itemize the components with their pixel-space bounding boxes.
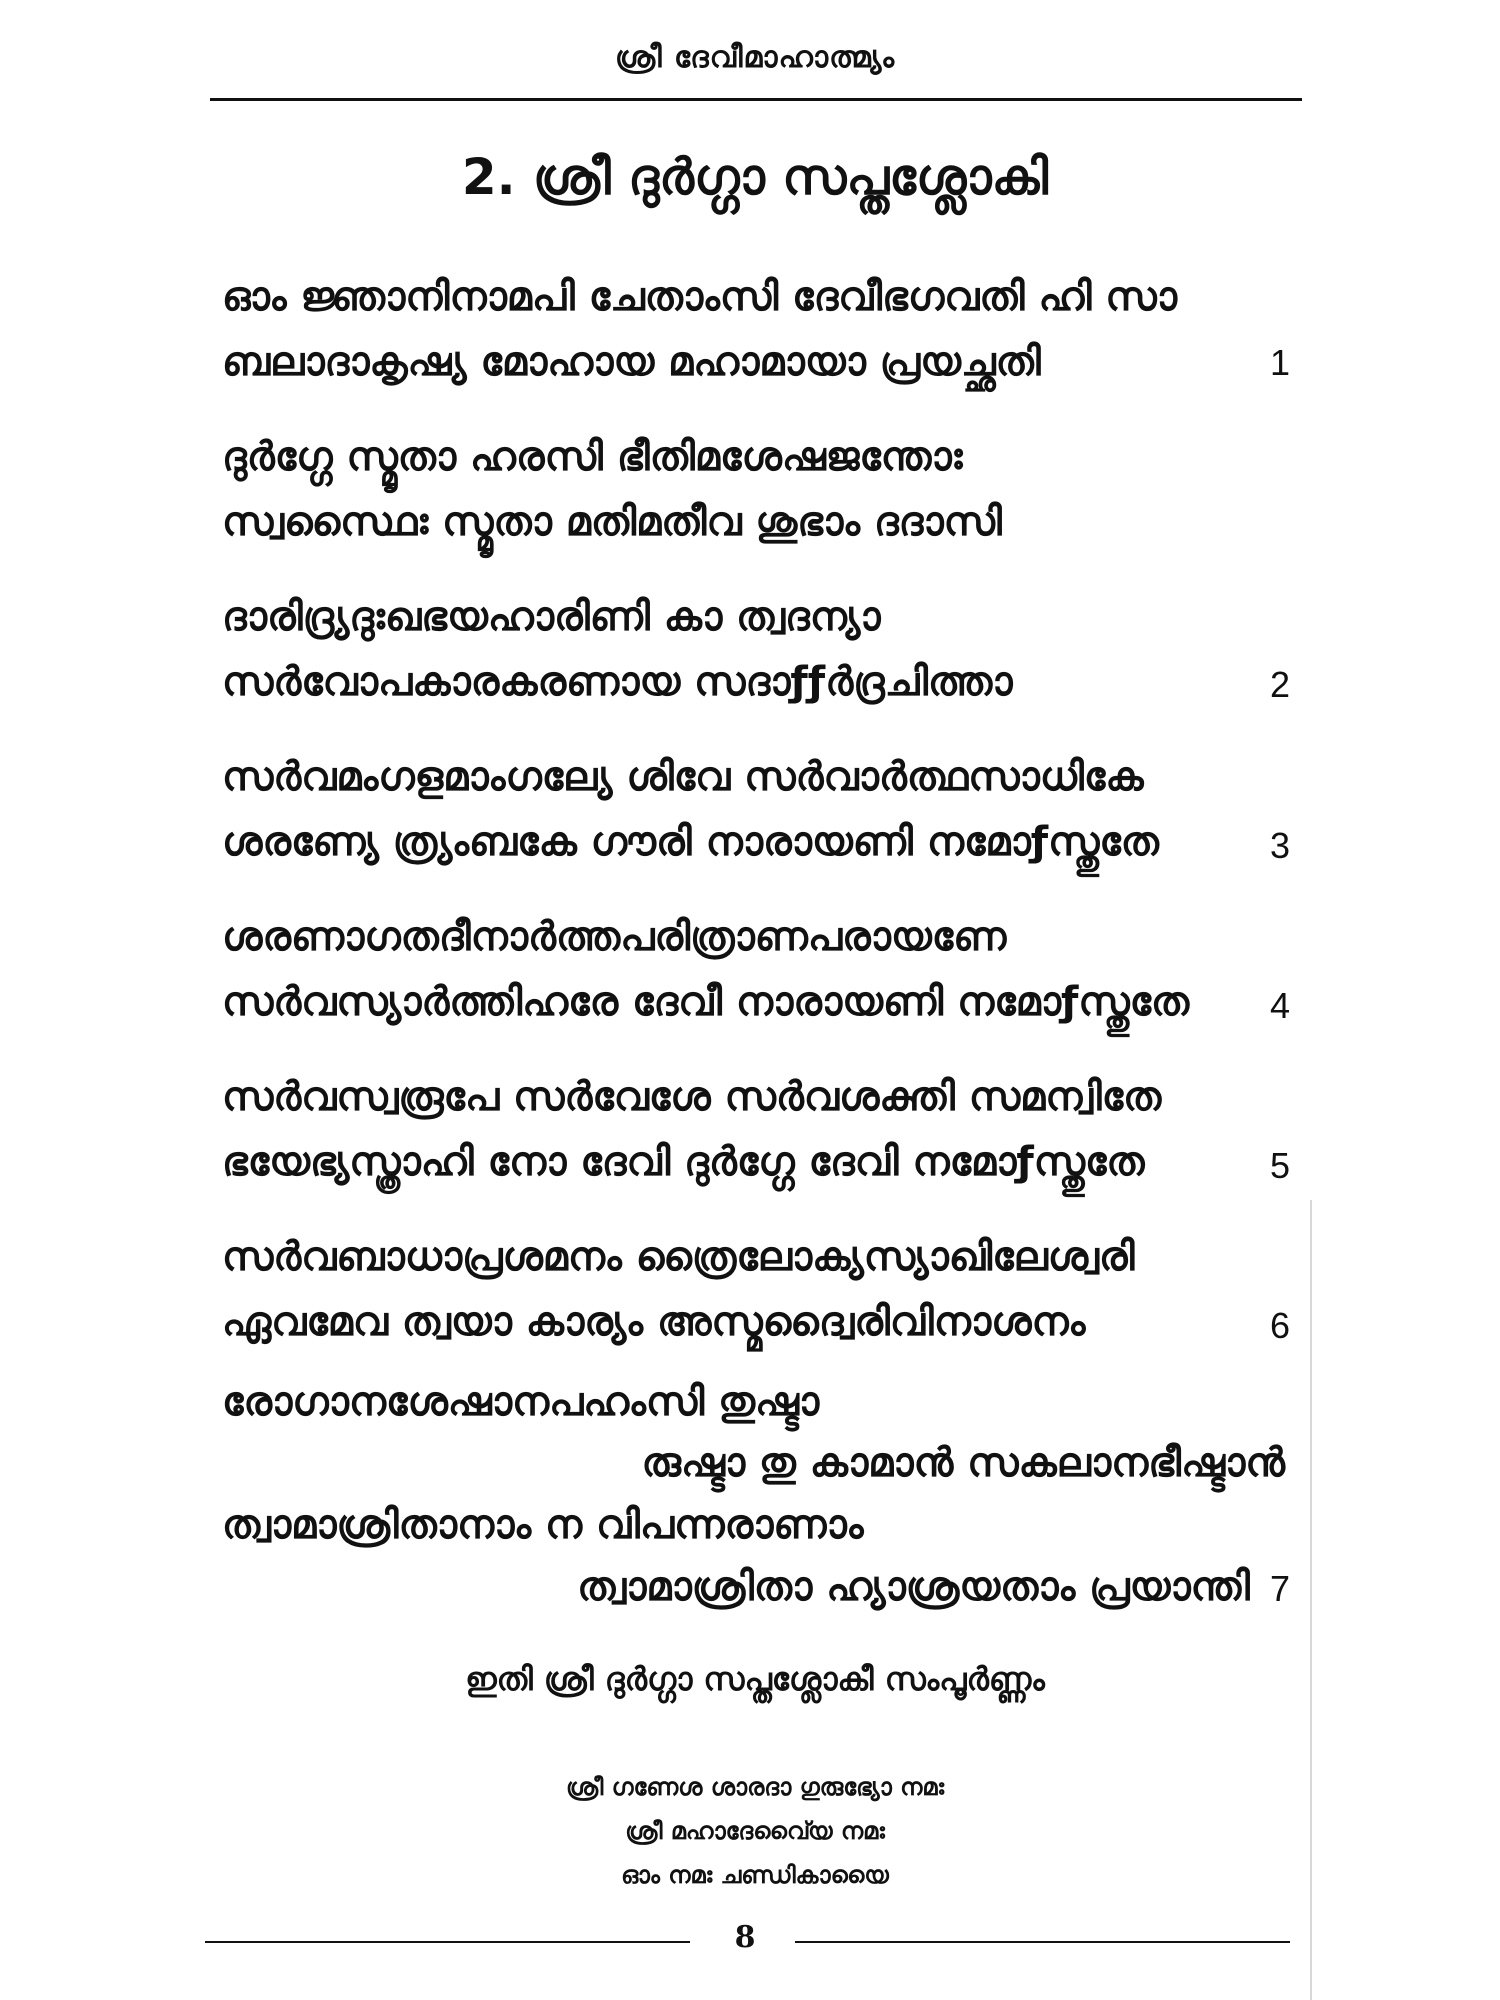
invocation-line: ഓം നമഃ ചണ്ഡികായൈ <box>621 1861 889 1889</box>
verse-line: ത്വാമാശ്രിതാ ഹ്യാശ്രയതാം പ്രയാന്തി <box>577 1564 1250 1610</box>
verse-number: 4 <box>1269 985 1291 1026</box>
verse-number: 6 <box>1269 1305 1291 1346</box>
footer-rule-left <box>205 1941 690 1943</box>
verse-line: സർവസ്വരൂപേ സർവേശേ സർവശക്തി സമന്വിതേ <box>222 1074 1162 1120</box>
verse-line: ഓം ജ്ഞാനിനാമപി ചേതാംസി ദേവീഭഗവതി ഹി സാ <box>222 274 1177 320</box>
verse-line: സർവമംഗളമാംഗല്യേ ശിവേ സർവാർത്ഥസാധികേ <box>222 754 1144 800</box>
footer-rule-right <box>795 1941 1290 1943</box>
verse-line: സർവബാധാപ്രശമനം ത്രൈലോക്യസ്യാഖിലേശ്വരി <box>222 1234 1135 1280</box>
chapter-title: 2. ശ്രീ ദുർഗ്ഗാ സപ്തശ്ലോകി <box>461 148 1049 206</box>
verse-line: ഏവമേവ ത്വയാ കാര്യം അസ്മദ്വൈരിവിനാശനം <box>222 1299 1086 1345</box>
verse-line: ശരണ്യേ ത്ര്യംബകേ ഗൗരി നാരായണി നമോƒസ്തുതേ <box>222 819 1159 865</box>
verse-line: ത്വാമാശ്രിതാനാം ന വിപന്നരാണാം <box>222 1502 864 1548</box>
verse-number: 1 <box>1269 342 1291 383</box>
verse-line: സർവസ്യാർത്തിഹരേ ദേവീ നാരായണി നമോƒസ്തുതേ <box>222 979 1190 1025</box>
verse-line: ശരണാഗതദീനാർത്തപരിത്രാണപരായണേ <box>222 914 1007 960</box>
verse-line: ബലാദാകൃഷ്യ മോഹായ മഹാമായാ പ്രയച്ഛതി <box>222 339 1041 385</box>
verse-line: ദാരിദ്ര്യദുഃഖഭയഹാരിണി കാ ത്വദന്യാ <box>222 594 881 640</box>
page-edge-shadow <box>1310 1200 1312 2000</box>
verse-number: 3 <box>1269 825 1291 866</box>
verse-line: ഭയേഭ്യസ്ത്രാഹി നോ ദേവി ദുർഗ്ഗേ ദേവി നമോƒസ്തുതേ <box>222 1139 1145 1185</box>
page-number: 8 <box>734 1920 756 1955</box>
verse-line: രോഗാനശേഷാനപഹംസി തുഷ്ടാ <box>222 1379 820 1425</box>
verse-number: 5 <box>1269 1145 1291 1186</box>
verse-line: രുഷ്ടാ തു കാമാൻ സകലാനഭീഷ്ടാൻ <box>641 1440 1285 1486</box>
verse-number: 2 <box>1269 664 1291 705</box>
verse-line: ദുർഗ്ഗേ സ്മൃതാ ഹരസി ഭീതിമശേഷജന്തോഃ <box>222 434 963 480</box>
verse-line: സ്വസ്ഥൈഃ സ്മൃതാ മതിമതീവ ശുഭാം ദദാസി <box>222 499 1002 545</box>
verse-line: സർവോപകാരകരണായ സദാƒƒർദ്രചിത്താ <box>222 659 1013 705</box>
running-header: ശ്രീ ദേവീമാഹാത്മ്യം <box>614 40 896 75</box>
invocation-line: ശ്രീ മഹാദേവൈ്യ നമഃ <box>625 1817 885 1845</box>
header-rule <box>210 98 1302 101</box>
verse-number: 7 <box>1269 1568 1291 1609</box>
invocation-line: ശ്രീ ഗണേശ ശാരദാ ഗുരുഭ്യോ നമഃ <box>565 1773 944 1801</box>
colophon: ഇതി ശ്രീ ദുർഗ്ഗാ സപ്തശ്ലോകീ സംപൂർണ്ണം <box>465 1660 1045 1698</box>
